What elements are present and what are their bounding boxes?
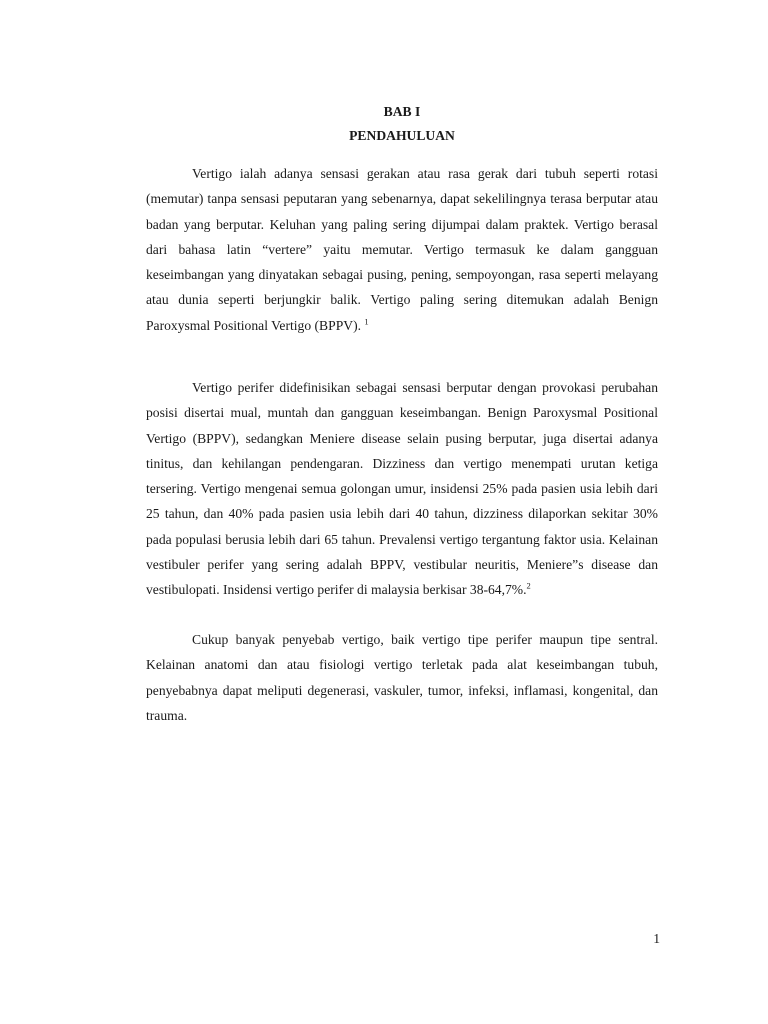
paragraph-3-text: Cukup banyak penyebab vertigo, baik vertigo tipe perifer maupun tipe sentral. Kelainan anatomi dan atau fisiologi vertigo terletak pada alat keseimbangan tubuh, penyebabnya dapat meliputi degenerasi, vaskuler, tumor, infeksi, inflamasi, kongenital, dan trauma. bbox=[146, 632, 658, 723]
paragraph-1-text: Vertigo ialah adanya sensasi gerakan atau rasa gerak dari tubuh seperti rotasi (memutar) tanpa sensasi peputaran yang sebenarnya, dapat sekelilingnya terasa berputar atau badan yang berputar. Keluhan yang paling sering dijumpai dalam praktek. Vertigo berasal dari bahasa latin “vertere” yaitu memutar. Vertigo termasuk ke dalam gangguan keseimbangan yang dinyatakan sebagai pusing, pening, sempoyongan, rasa seperti melayang atau dunia seperti berjungkir balik. Vertigo paling sering ditemukan adalah Benign Paroxysmal Positional Vertigo (BPPV). bbox=[146, 166, 658, 333]
paragraph-1-reference: 1 bbox=[364, 316, 369, 327]
paragraph-2 bbox=[146, 375, 658, 603]
paragraph-3 bbox=[146, 627, 658, 728]
paragraph-2-reference: 2 bbox=[526, 580, 531, 591]
page-number: 1 bbox=[653, 931, 660, 946]
chapter-number: BAB I bbox=[383, 104, 421, 119]
paragraph-3-block bbox=[146, 627, 658, 728]
chapter-title: PENDAHULUAN bbox=[349, 128, 455, 143]
paragraph-2-block bbox=[146, 375, 658, 603]
paragraph-1 bbox=[146, 161, 658, 338]
paragraph-2-text: Vertigo perifer didefinisikan sebagai sensasi berputar dengan provokasi perubahan posisi disertai mual, muntah dan gangguan keseimbangan. Benign Paroxysmal Positional Vertigo (BPPV), sedangkan Meniere disease selain pusing berputar, juga disertai adanya tinitus, dan kehilangan pendengaran. Dizziness dan vertigo menempati urutan ketiga tersering. Vertigo mengenai semua golongan umur, insidensi 25% pada pasien usia lebih dari 25 tahun, dan 40% pada pasien usia lebih dari 40 tahun, dizziness dilaporkan sekitar 30% pada populasi berusia lebih dari 65 tahun. Prevalensi vertigo tergantung faktor usia. Kelainan vestibuler perifer yang sering adalah BPPV, vestibular neuritis, Meniere”s disease dan vestibulopati. Insidensi vertigo perifer di malaysia berkisar 38-64,7%. bbox=[146, 380, 658, 598]
paragraph-1-block bbox=[146, 161, 658, 338]
